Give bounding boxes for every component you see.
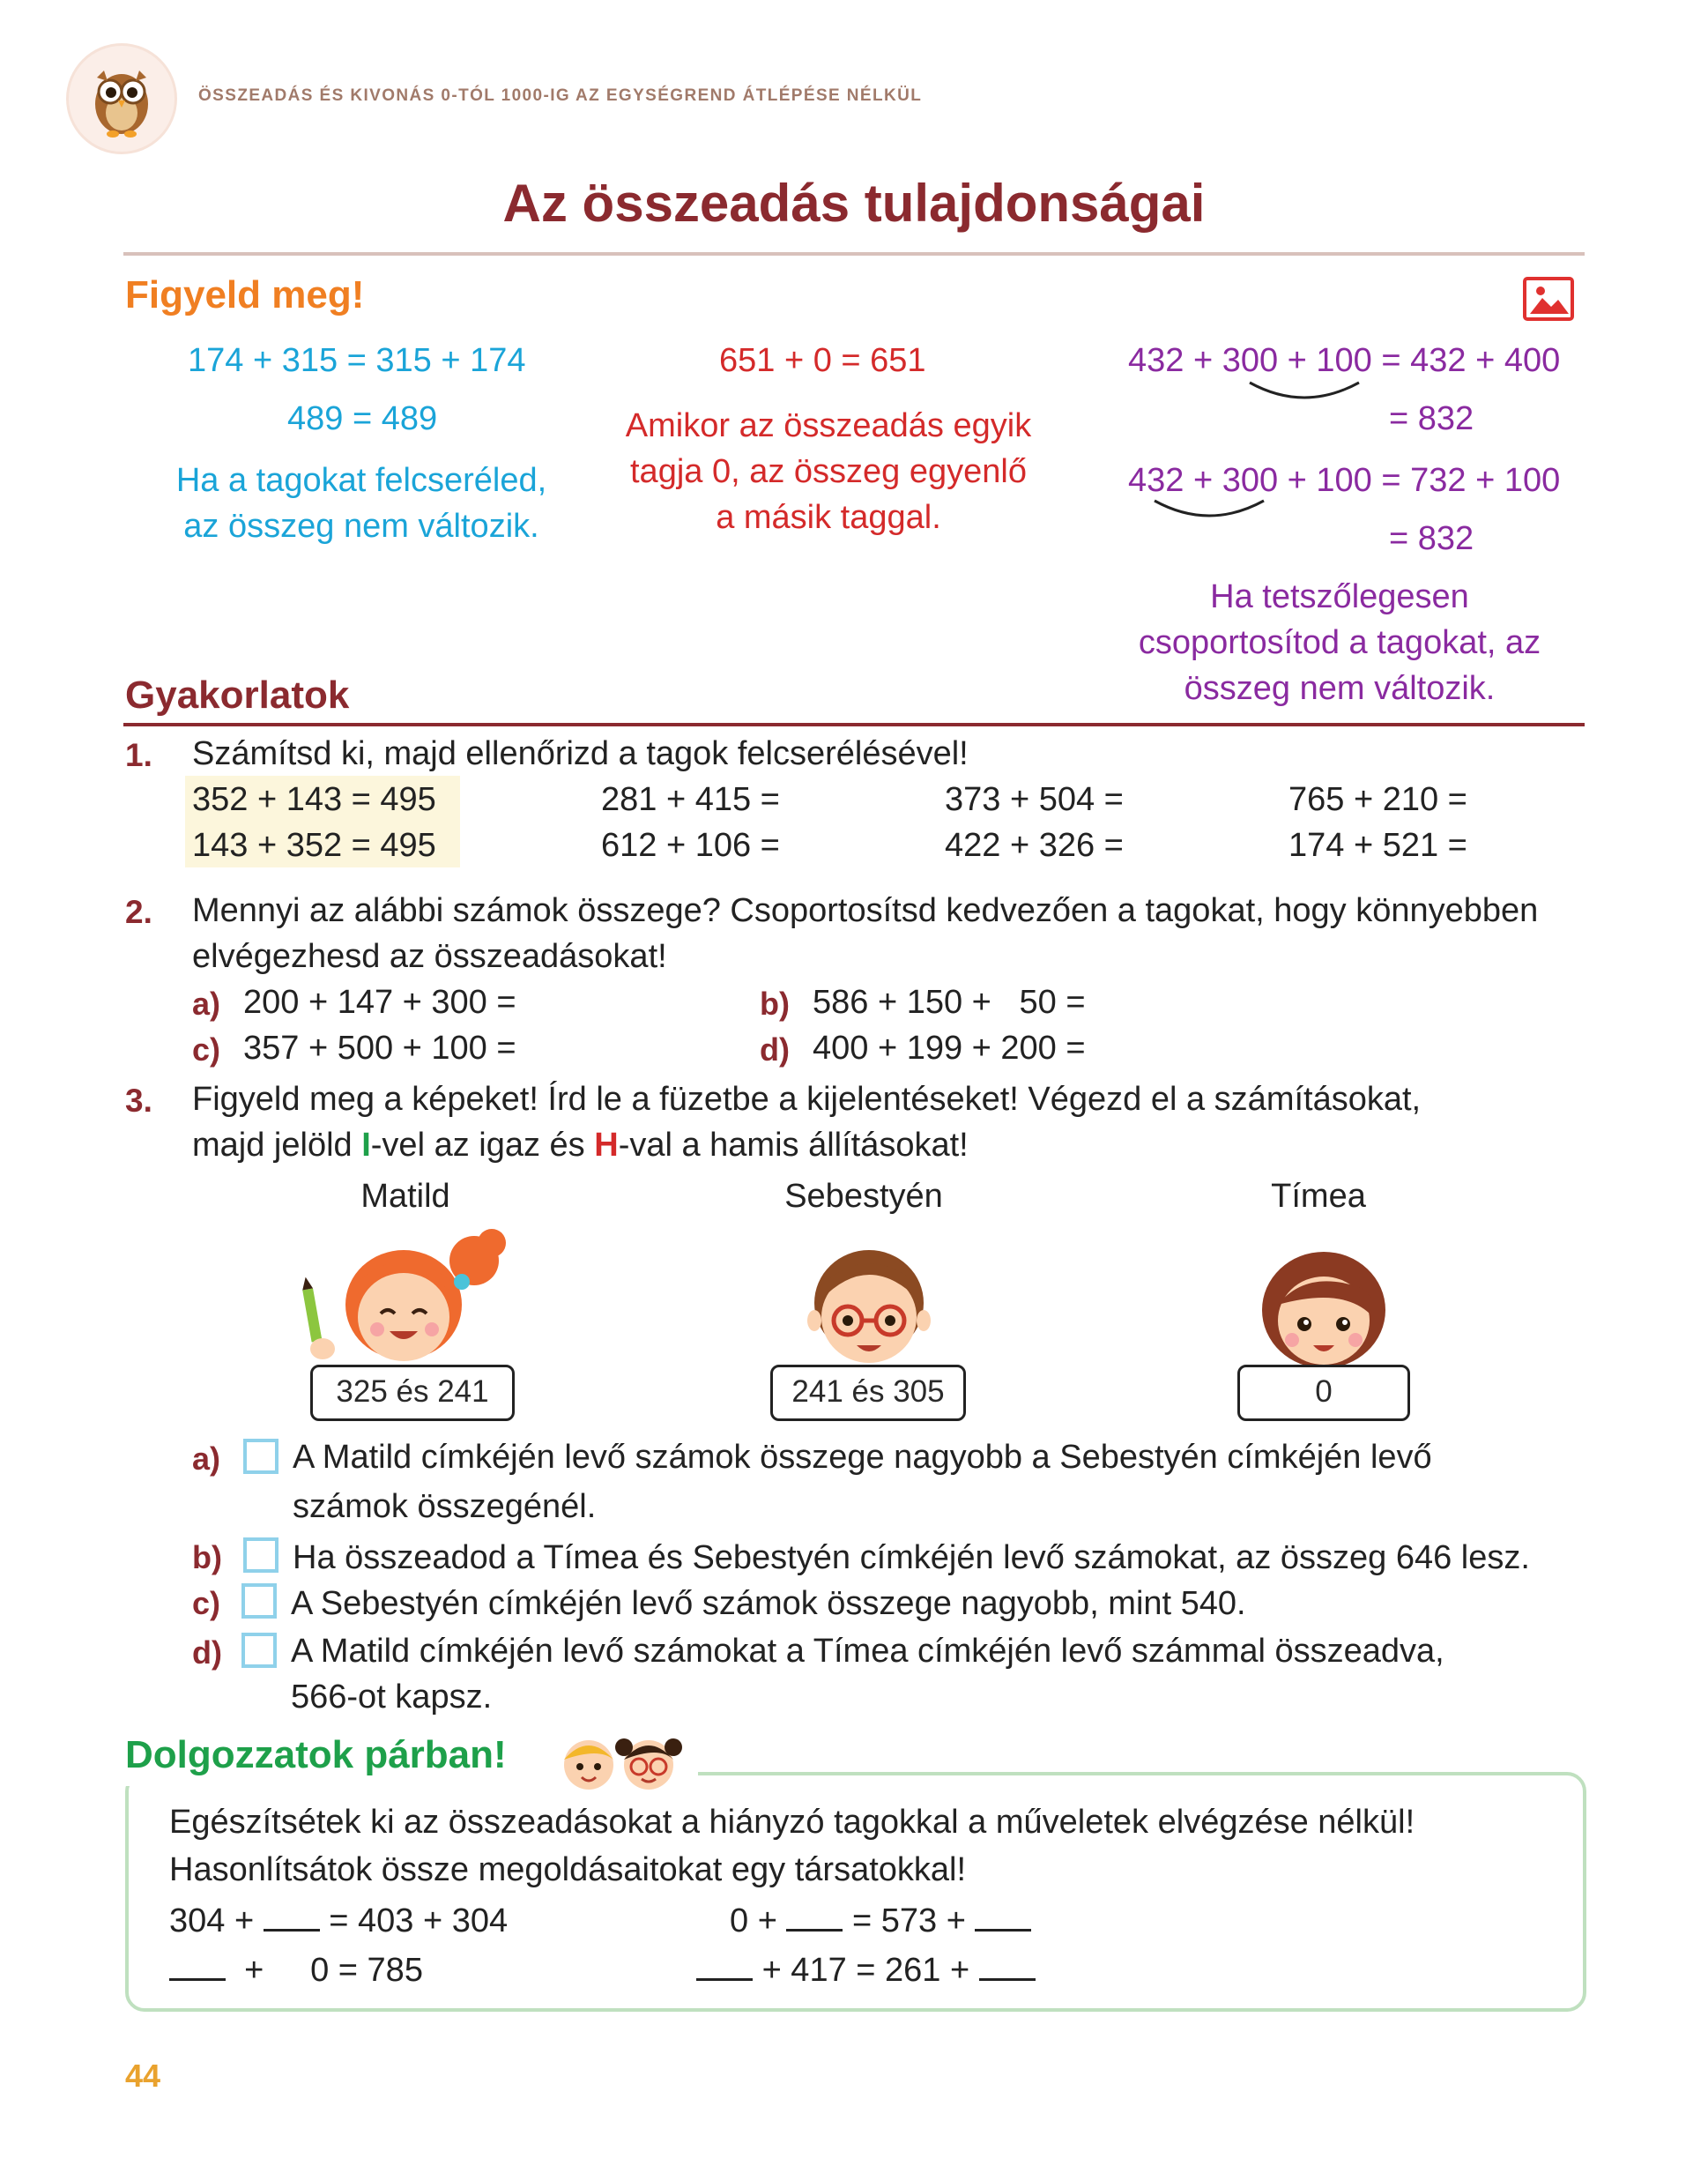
grouping-arc-1 <box>1243 377 1366 409</box>
instruction-text: -vel az igaz és <box>370 1127 595 1164</box>
pair-work-heading: Dolgozzatok párban! <box>125 1733 507 1776</box>
kid-name-matild: Matild <box>360 1178 450 1215</box>
owl-mascot-badge <box>69 46 175 152</box>
answer-box-c[interactable] <box>241 1583 277 1619</box>
kid-name-timea: Tímea <box>1271 1178 1366 1215</box>
ex2-label-c: c) <box>192 1031 221 1068</box>
blank-field[interactable] <box>786 1902 843 1932</box>
statement-label-a: a) <box>192 1440 221 1477</box>
exercise-1-number: 1. <box>125 737 152 773</box>
commutative-equation: 174 + 315 = 315 + 174 <box>188 342 526 379</box>
pair-equation-3 <box>730 1902 1031 1940</box>
ex1-item-4a: 765 + 210 = <box>1288 781 1467 818</box>
equation-part: + 417 = 261 + <box>761 1952 970 1989</box>
associative-rule-line2: csoportosítod a tagokat, az <box>1138 624 1541 661</box>
commutative-rule-line2: az összeg nem változik. <box>183 508 539 545</box>
exercise-3-instruction-line2 <box>192 1127 969 1165</box>
statement-d-line1: A Matild címkéjén levő számokat a Tímea címkéjén levő számmal összeadva, <box>291 1633 1444 1670</box>
associative-rule-line3: összeg nem változik. <box>1184 670 1496 707</box>
pair-instruction-line2: Hasonlítsátok össze megoldásaitokat egy társatokkal! <box>169 1851 967 1888</box>
observe-heading: Figyeld meg! <box>125 273 365 316</box>
answer-box-b[interactable] <box>243 1537 278 1573</box>
statement-label-d: d) <box>192 1634 222 1671</box>
blank-field[interactable] <box>169 1952 226 1981</box>
statement-b: Ha összeadod a Tímea és Sebestyén címkéjén levő számokat, az összeg 646 lesz. <box>293 1539 1530 1576</box>
associative-equation-1: 432 + 300 + 100 = 432 + 400 <box>1128 342 1561 379</box>
ex2-label-d: d) <box>760 1031 790 1068</box>
title-divider <box>123 252 1585 256</box>
exercises-heading: Gyakorlatok <box>125 674 350 717</box>
zero-rule-line3: a másik taggal. <box>716 499 941 536</box>
zero-rule-line2: tagja 0, az összeg egyenlő <box>630 453 1027 490</box>
chapter-header: ÖSSZEADÁS ÉS KIVONÁS 0-TÓL 1000-IG AZ EGYSÉGREND ÁTLÉPÉSE NÉLKÜL <box>198 86 923 105</box>
ex2-item-a: 200 + 147 + 300 = <box>243 984 516 1021</box>
ex1-item-4b: 174 + 521 = <box>1288 827 1467 864</box>
ex1-item-3a: 373 + 504 = <box>945 781 1124 818</box>
associative-result-1: = 832 <box>1389 400 1474 437</box>
true-letter: I <box>361 1127 371 1164</box>
timea-tag: 0 <box>1237 1365 1410 1421</box>
blank-field[interactable] <box>979 1952 1036 1981</box>
ex2-label-a: a) <box>192 986 221 1022</box>
blank-field[interactable] <box>975 1902 1031 1932</box>
exercise-2-number: 2. <box>125 894 152 930</box>
exercise-2-instruction-line1: Mennyi az alábbi számok összege? Csoportosítsd kedvezően a tagokat, hogy könnyebben <box>192 892 1539 929</box>
commutative-rule-line1: Ha a tagokat felcseréled, <box>175 462 547 499</box>
pair-equation-2 <box>169 1952 423 1990</box>
zero-equation: 651 + 0 = 651 <box>719 342 926 379</box>
grouping-arc-2 <box>1147 495 1271 527</box>
answer-box-d[interactable] <box>241 1633 277 1668</box>
statement-d-line2: 566-ot kapsz. <box>291 1678 493 1716</box>
statement-a-line2: számok összegénél. <box>293 1488 597 1525</box>
equation-part: + 0 = 785 <box>244 1952 423 1989</box>
sebestyen-tag: 241 és 305 <box>770 1365 966 1421</box>
ex1-item-1b: 143 + 352 = 495 <box>192 827 436 864</box>
pair-equation-1 <box>169 1902 508 1940</box>
exercise-3-number: 3. <box>125 1083 152 1119</box>
statement-a-line1: A Matild címkéjén levő számok összege nagyobb a Sebestyén címkéjén levő <box>293 1439 1432 1476</box>
image-icon <box>1523 277 1574 321</box>
exercises-divider <box>123 723 1585 726</box>
ex1-item-2a: 281 + 415 = <box>601 781 780 818</box>
exercise-1-instruction: Számítsd ki, majd ellenőrizd a tagok felcserélésével! <box>192 735 969 772</box>
false-letter: H <box>594 1127 619 1164</box>
equation-part: 0 + <box>730 1902 777 1939</box>
page-title: Az összeadás tulajdonságai <box>502 174 1206 233</box>
zero-rule-line1: Amikor az összeadás egyik <box>625 407 1032 444</box>
ex2-item-d: 400 + 199 + 200 = <box>813 1030 1086 1067</box>
ex2-item-c: 357 + 500 + 100 = <box>243 1030 516 1067</box>
sebestyen-illustration <box>790 1241 948 1373</box>
ex2-label-b: b) <box>760 986 790 1022</box>
answer-box-a[interactable] <box>243 1439 278 1474</box>
pair-instruction-line1: Egészítsétek ki az összeadásokat a hiányzó tagokkal a műveletek elvégzése nélkül! <box>169 1804 1415 1841</box>
statement-label-c: c) <box>192 1585 221 1621</box>
instruction-text: -val a hamis állításokat! <box>618 1127 969 1164</box>
ex1-item-3b: 422 + 326 = <box>945 827 1124 864</box>
equation-part: = 403 + 304 <box>329 1902 509 1939</box>
equation-part: = 573 + <box>852 1902 966 1939</box>
instruction-text: majd jelöld <box>192 1127 362 1164</box>
owl-icon <box>69 46 175 152</box>
equation-part: 304 + <box>169 1902 255 1939</box>
ex2-item-b: 586 + 150 + 50 = <box>813 984 1086 1021</box>
associative-result-2: = 832 <box>1389 520 1474 557</box>
timea-illustration <box>1244 1243 1403 1375</box>
exercise-3-instruction-line1: Figyeld meg a képeket! Írd le a füzetbe a kijelentéseket! Végezd el a számításokat, <box>192 1081 1422 1118</box>
associative-equation-2: 432 + 300 + 100 = 732 + 100 <box>1128 462 1561 499</box>
page-number: 44 <box>125 2058 161 2094</box>
blank-field[interactable] <box>696 1952 753 1981</box>
matild-tag: 325 és 241 <box>310 1365 515 1421</box>
pair-equation-4 <box>696 1952 1036 1990</box>
statement-c: A Sebestyén címkéjén levő számok összege nagyobb, mint 540. <box>291 1585 1246 1622</box>
commutative-result: 489 = 489 <box>287 400 438 437</box>
ex1-item-2b: 612 + 106 = <box>601 827 780 864</box>
matild-illustration <box>298 1225 509 1375</box>
ex1-item-1a: 352 + 143 = 495 <box>192 781 436 818</box>
exercise-2-instruction-line2: elvégezhesd az összeadásokat! <box>192 938 667 975</box>
pair-kids-icon <box>553 1730 694 1793</box>
kid-name-sebestyen: Sebestyén <box>784 1178 943 1215</box>
blank-field[interactable] <box>264 1902 320 1932</box>
associative-rule-line1: Ha tetszőlegesen <box>1210 578 1469 615</box>
statement-label-b: b) <box>192 1539 222 1575</box>
